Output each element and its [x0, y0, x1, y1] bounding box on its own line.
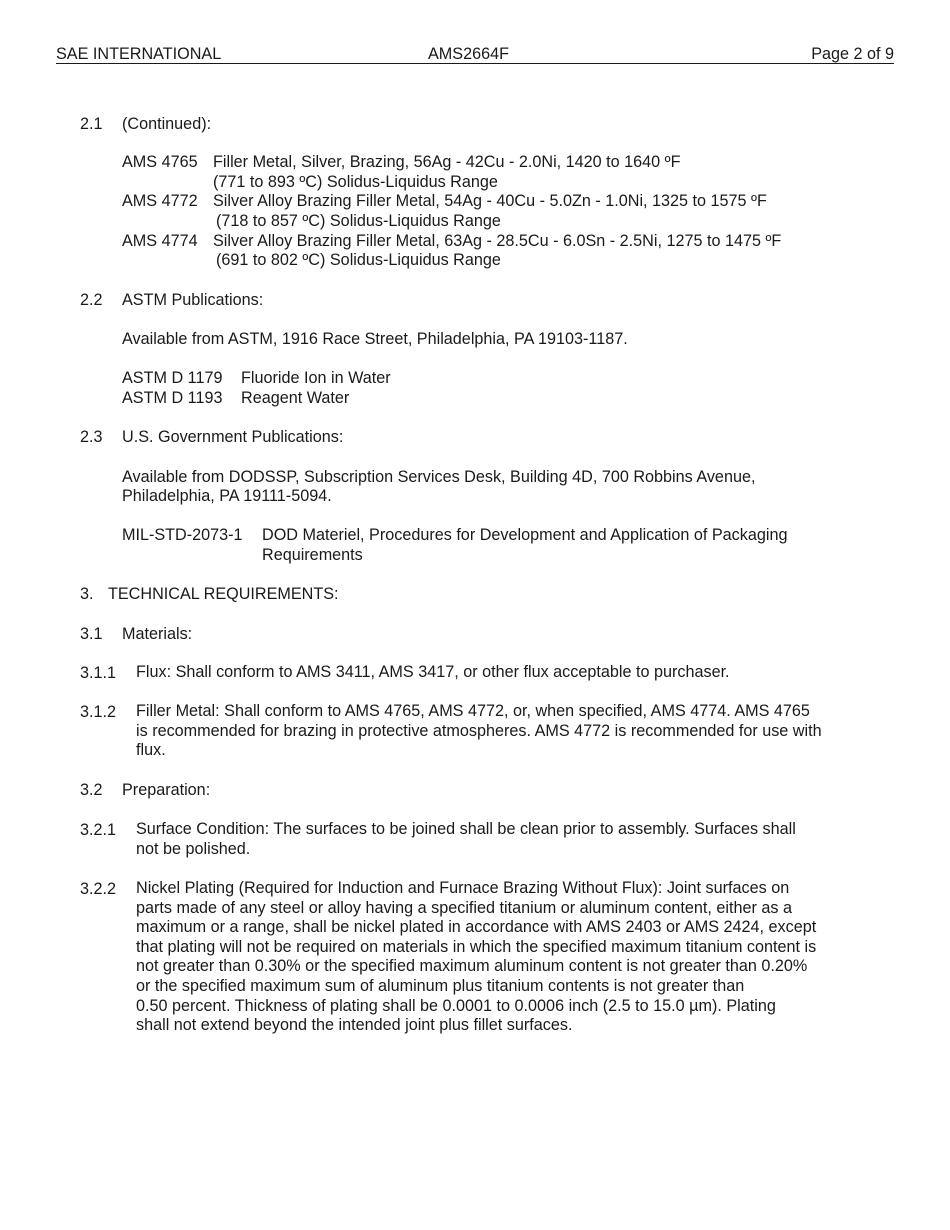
- paragraph-line: not be polished.: [136, 839, 251, 858]
- paragraph-line: that plating will not be required on materials in which the specified maximum titanium content is: [136, 937, 817, 956]
- section-3-1-title: Materials:: [122, 625, 193, 643]
- ref-title: Silver Alloy Brazing Filler Metal, 54Ag - 40Cu - 5.0Zn - 1.0Ni, 1325 to 1575 ºF: [213, 192, 767, 210]
- paragraph-line: is recommended for brazing in protective atmospheres. AMS 4772 is recommended for use with: [136, 721, 822, 740]
- paragraph-line: Flux: Shall conform to AMS 3411, AMS 3417, or other flux acceptable to purchaser.: [136, 663, 730, 681]
- section-2-2-title: ASTM Publications:: [122, 291, 264, 309]
- section-2-3-title: U.S. Government Publications:: [122, 428, 344, 446]
- paragraph-line: or the specified maximum sum of aluminum plus titanium contents is not greater than: [136, 976, 745, 995]
- paragraph-line: Filler Metal: Shall conform to AMS 4765, AMS 4772, or, when specified, AMS 4774. AMS 4765: [136, 702, 810, 720]
- paragraph-line: 0.50 percent. Thickness of plating shall be 0.0001 to 0.0006 inch (2.5 to 15.0 µm). Plating: [136, 996, 776, 1015]
- header-org: SAE INTERNATIONAL: [56, 45, 222, 63]
- dodssp-availability: Available from DODSSP, Subscription Services Desk, Building 4D, 700 Robbins Avenue,: [122, 468, 756, 486]
- ref-code: ASTM D 1193: [122, 389, 223, 407]
- section-3-2-title: Preparation:: [122, 781, 211, 799]
- section-3-2-2-text: [136, 879, 816, 1036]
- section-3-2-number: 3.2: [80, 781, 103, 799]
- section-2-2-number: 2.2: [80, 291, 103, 309]
- paragraph-line: shall not extend beyond the intended joint plus fillet surfaces.: [136, 1016, 573, 1035]
- ref-code: AMS 4765: [122, 153, 198, 171]
- section-3-2-1-text: [136, 820, 796, 859]
- paragraph-line: Surface Condition: The surfaces to be joined shall be clean prior to assembly. Surfaces shall: [136, 820, 796, 838]
- paragraph-line: parts made of any steel or alloy having a specified titanium or aluminum content, either as a: [136, 898, 792, 917]
- ref-code: AMS 4772: [122, 192, 198, 210]
- paragraph-line: maximum or a range, shall be nickel plated in accordance with AMS 2403 or AMS 2424, except: [136, 918, 817, 937]
- paragraph-line: flux.: [136, 741, 166, 760]
- paragraph-line: not greater than 0.30% or the specified maximum aluminum content is not greater than 0.20%: [136, 957, 808, 976]
- paragraph-line: Nickel Plating (Required for Induction and Furnace Brazing Without Flux): Joint surfaces on: [136, 879, 790, 897]
- section-3-2-1-number: 3.2.1: [80, 821, 117, 839]
- ref-title-cont: Requirements: [262, 546, 363, 564]
- section-3-2-2-number: 3.2.2: [80, 880, 117, 898]
- header-page-number: Page 2 of 9: [811, 45, 894, 63]
- section-3-1-1-text: [136, 663, 730, 683]
- section-2-1-title: (Continued):: [122, 115, 212, 133]
- section-3-1-2-number: 3.1.2: [80, 703, 117, 721]
- ref-code: AMS 4774: [122, 232, 198, 250]
- ref-title: DOD Materiel, Procedures for Development and Application of Packaging: [262, 526, 788, 544]
- ref-code: MIL-STD-2073-1: [122, 526, 243, 544]
- ref-title-cont: (771 to 893 ºC) Solidus-Liquidus Range: [213, 173, 498, 191]
- section-2-3-number: 2.3: [80, 428, 103, 446]
- section-3-1-number: 3.1: [80, 625, 103, 643]
- header-rule: [56, 63, 894, 64]
- ref-title: Fluoride Ion in Water: [241, 369, 391, 387]
- ref-title-cont: (691 to 802 ºC) Solidus-Liquidus Range: [216, 251, 501, 269]
- ref-code: ASTM D 1179: [122, 369, 223, 387]
- astm-availability: Available from ASTM, 1916 Race Street, Philadelphia, PA 19103-1187.: [122, 330, 628, 348]
- dodssp-availability-cont: Philadelphia, PA 19111-5094.: [122, 487, 332, 505]
- section-2-1-number: 2.1: [80, 115, 103, 133]
- section-3-1-1-number: 3.1.1: [80, 664, 117, 682]
- ref-title: Reagent Water: [241, 389, 350, 407]
- section-3-1-2-text: [136, 702, 822, 761]
- ref-title: Filler Metal, Silver, Brazing, 56Ag - 42Cu - 2.0Ni, 1420 to 1640 ºF: [213, 153, 681, 171]
- ref-title-cont: (718 to 857 ºC) Solidus-Liquidus Range: [216, 212, 501, 230]
- header-doc-number: AMS2664F: [428, 45, 509, 63]
- ref-title: Silver Alloy Brazing Filler Metal, 63Ag - 28.5Cu - 6.0Sn - 2.5Ni, 1275 to 1475 ºF: [213, 232, 782, 250]
- section-3-title: TECHNICAL REQUIREMENTS:: [108, 585, 339, 603]
- section-3-number: 3.: [80, 585, 94, 603]
